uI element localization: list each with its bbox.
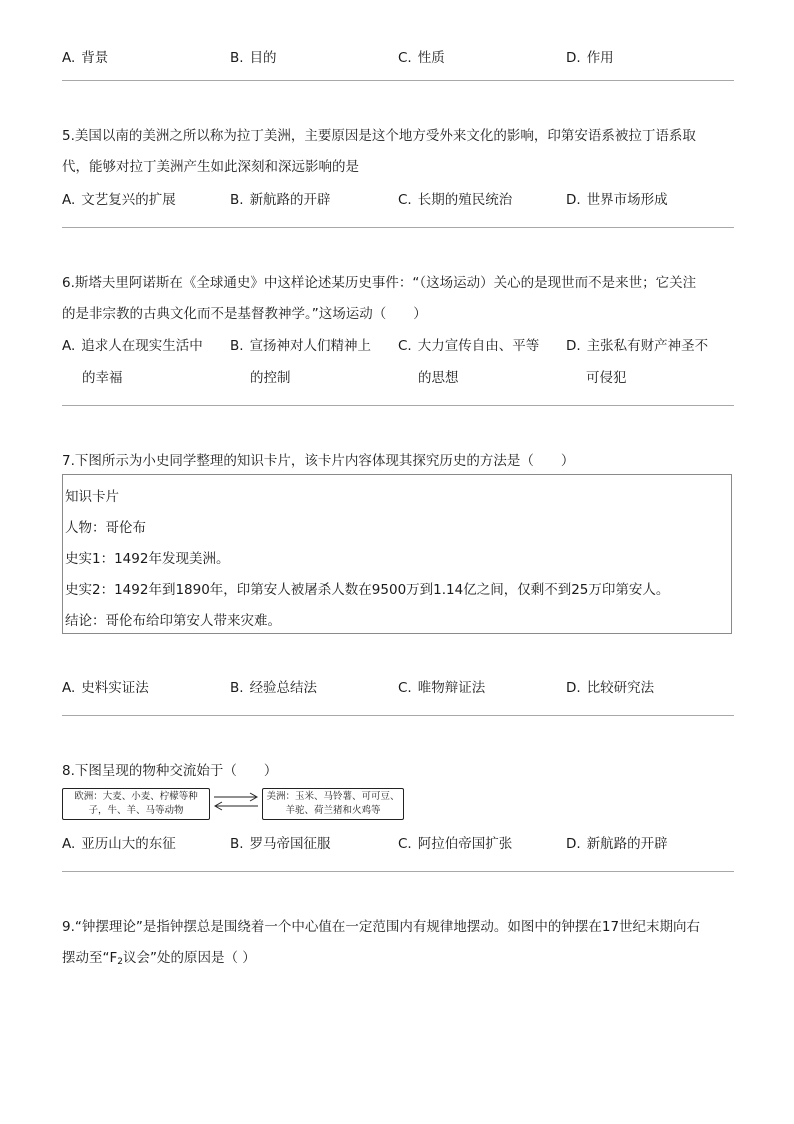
q6-option-a-cont: 的幸福 — [82, 370, 123, 386]
q6-stem-line2: 的是非宗教的古典文化而不是基督教神学。”这场运动（ ） — [62, 306, 427, 322]
card-line: 史实2：1492年到1890年，印第安人被屠杀人数在9500万到1.14亿之间，仅剩不到25万印第安人。 — [65, 582, 670, 598]
exchange-arrows-icon — [212, 792, 260, 812]
q4-option-c[interactable]: C. 性质 — [398, 50, 445, 66]
q8-option-b[interactable]: B. 罗马帝国征服 — [230, 836, 331, 852]
divider — [62, 80, 734, 81]
divider — [62, 405, 734, 406]
q7-option-b[interactable]: B. 经验总结法 — [230, 680, 318, 696]
q8-option-d[interactable]: D. 新航路的开辟 — [566, 836, 668, 852]
q7-option-d[interactable]: D. 比较研究法 — [566, 680, 655, 696]
q6-option-c-cont: 的思想 — [418, 370, 459, 386]
q6-option-d[interactable]: D. 主张私有财产神圣不 — [566, 338, 709, 354]
q4-option-a[interactable]: A. 背景 — [62, 50, 109, 66]
divider — [62, 871, 734, 872]
q5-option-d[interactable]: D. 世界市场形成 — [566, 192, 668, 208]
q8-option-c[interactable]: C. 阿拉伯帝国扩张 — [398, 836, 513, 852]
q8-stem: 8.下图呈现的物种交流始于（ ） — [62, 763, 278, 779]
q4-option-b[interactable]: B. 目的 — [230, 50, 277, 66]
europe-species-box: 欧洲：大麦、小麦、柠檬等种 子，牛、羊、马等动物 — [62, 788, 210, 820]
q5-option-c[interactable]: C. 长期的殖民统治 — [398, 192, 513, 208]
divider — [62, 227, 734, 228]
card-line: 结论：哥伦布给印第安人带来灾难。 — [65, 613, 281, 629]
q6-option-d-cont: 可侵犯 — [586, 370, 627, 386]
divider — [62, 715, 734, 716]
q8-option-a[interactable]: A. 亚历山大的东征 — [62, 836, 176, 852]
q5-stem-line1: 5.美国以南的美洲之所以称为拉丁美洲，主要原因是这个地方受外来文化的影响，印第安语系被拉丁语系取 — [62, 128, 696, 144]
q9-stem-line1: 9.“钟摆理论”是指钟摆总是围绕着一个中心值在一定范围内有规律地摆动。如图中的钟摆在17世纪末期向右 — [62, 919, 701, 935]
q9-stem-line2: 摆动至“$F_2$议会”处的原因是（ ） — [62, 950, 256, 967]
q6-option-c[interactable]: C. 大力宣传自由、平等 — [398, 338, 540, 354]
q7-stem: 7.下图所示为小史同学整理的知识卡片，该卡片内容体现其探究历史的方法是（ ） — [62, 453, 575, 469]
q6-option-a[interactable]: A. 追求人在现实生活中 — [62, 338, 203, 354]
q7-option-a[interactable]: A. 史料实证法 — [62, 680, 149, 696]
q5-stem-line2: 代，能够对拉丁美洲产生如此深刻和深远影响的是 — [62, 159, 359, 175]
america-species-box: 美洲：玉米、马铃薯、可可豆、 羊驼、荷兰猪和火鸡等 — [262, 788, 404, 820]
card-line: 史实1：1492年发现美洲。 — [65, 551, 230, 567]
q5-option-b[interactable]: B. 新航路的开辟 — [230, 192, 331, 208]
q6-option-b[interactable]: B. 宣扬神对人们精神上 — [230, 338, 372, 354]
q5-option-a[interactable]: A. 文艺复兴的扩展 — [62, 192, 176, 208]
q4-option-d[interactable]: D. 作用 — [566, 50, 614, 66]
card-title: 知识卡片 — [65, 489, 119, 505]
q6-option-b-cont: 的控制 — [250, 370, 291, 386]
knowledge-card — [62, 474, 732, 634]
q7-option-c[interactable]: C. 唯物辩证法 — [398, 680, 486, 696]
q6-stem-line1: 6.斯塔夫里阿诺斯在《全球通史》中这样论述某历史事件：“（这场运动）关心的是现世而不是来世；它关注 — [62, 275, 697, 291]
card-line: 人物：哥伦布 — [65, 520, 146, 536]
